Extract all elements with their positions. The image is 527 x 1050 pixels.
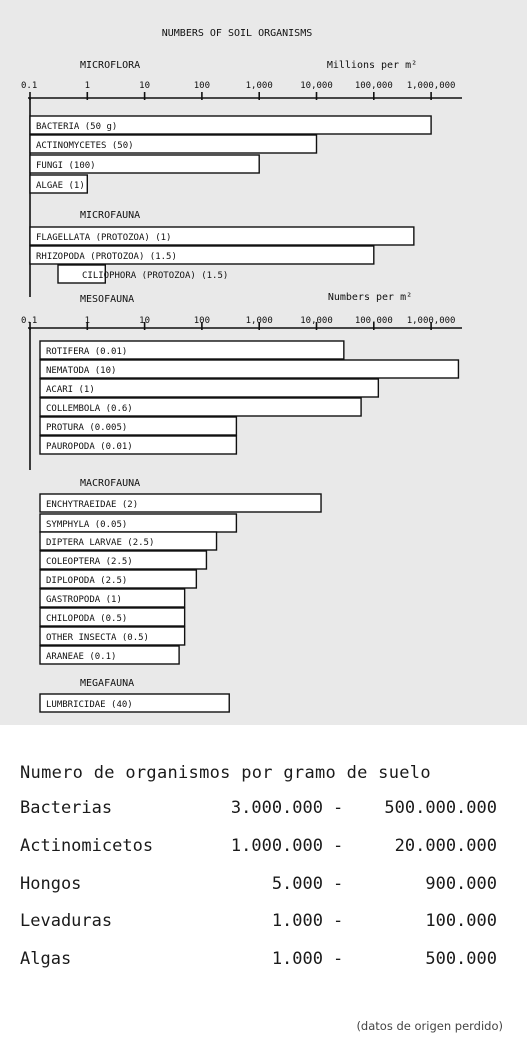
range-separator: - xyxy=(333,874,344,894)
group-heading: MEGAFAUNA xyxy=(80,678,135,689)
range-separator: - xyxy=(333,836,344,856)
bar-label: RHIZOPODA (PROTOZOA) (1.5) xyxy=(36,252,177,262)
bar-label: DIPTERA LARVAE (2.5) xyxy=(46,538,155,548)
organism-name: Levaduras xyxy=(20,911,113,931)
x-tick-label: 0.1 xyxy=(21,316,38,326)
group-heading: MICROFAUNA xyxy=(80,210,141,221)
bar-label: PROTURA (0.005) xyxy=(46,423,128,433)
range-separator: - xyxy=(333,949,344,969)
bar-label: ENCHYTRAEIDAE (2) xyxy=(46,500,139,510)
bar-label: SYMPHYLA (0.05) xyxy=(46,520,128,530)
x-tick-label: 1 xyxy=(84,81,91,91)
x-tick-label: 0.1 xyxy=(21,81,38,91)
table-row xyxy=(0,792,527,826)
group-heading: MICROFLORA xyxy=(80,60,141,71)
x-tick-label: 10 xyxy=(139,81,151,91)
min-count: 1.000 xyxy=(271,911,323,931)
bar-label: PAUROPODA (0.01) xyxy=(46,442,133,452)
range-separator: - xyxy=(333,911,344,931)
bar-label: COLEOPTERA (2.5) xyxy=(46,557,133,567)
bar-label: FUNGI (100) xyxy=(36,161,96,171)
bar-label: ACARI (1) xyxy=(46,385,95,395)
min-count: 5.000 xyxy=(271,874,323,894)
bar-label: COLLEMBOLA (0.6) xyxy=(46,404,133,414)
organism-name: Actinomicetos xyxy=(20,836,154,856)
bar-label: BACTERIA (50 g) xyxy=(36,122,118,132)
organism-name: Bacterias xyxy=(20,798,113,818)
source-caption: (datos de origen perdido) xyxy=(356,1019,503,1033)
bar-label: CHILOPODA (0.5) xyxy=(46,614,128,624)
x-tick-label: 10 xyxy=(139,316,151,326)
x-tick-label: 100 xyxy=(193,81,211,91)
max-count: 900.000 xyxy=(425,874,497,894)
x-tick-label: 1,000,000 xyxy=(406,81,456,91)
group-heading: MESOFAUNA xyxy=(80,294,135,305)
bar-label: ROTIFERA (0.01) xyxy=(46,347,128,357)
x-tick-label: 100,000 xyxy=(354,81,393,91)
x-tick-label: 1 xyxy=(84,316,91,326)
x-tick-label: 100,000 xyxy=(354,316,393,326)
min-count: 3.000.000 xyxy=(230,798,323,818)
axis-unit-label: Millions per m² xyxy=(326,60,418,71)
x-tick-label: 1,000,000 xyxy=(406,316,456,326)
max-count: 500.000 xyxy=(425,949,497,969)
x-tick-label: 10,000 xyxy=(300,81,333,91)
organism-name: Algas xyxy=(20,949,72,969)
range-separator: - xyxy=(333,798,344,818)
bar-label: OTHER INSECTA (0.5) xyxy=(46,633,149,643)
min-count: 1.000.000 xyxy=(230,836,323,856)
table-row xyxy=(0,868,527,902)
bar-label: DIPLOPODA (2.5) xyxy=(46,576,128,586)
x-tick-label: 100 xyxy=(193,316,211,326)
table-row xyxy=(0,830,527,864)
chart-title: NUMBERS OF SOIL ORGANISMS xyxy=(161,28,313,39)
x-tick-label: 1,000 xyxy=(245,81,273,91)
bar-label: GASTROPODA (1) xyxy=(46,595,122,605)
bar-label: ARANEAE (0.1) xyxy=(46,652,117,662)
group-heading: MACROFAUNA xyxy=(80,478,141,489)
max-count: 500.000.000 xyxy=(384,798,497,818)
bar-label: LUMBRICIDAE (40) xyxy=(46,700,133,710)
table-title: Numero de organismos por gramo de suelo xyxy=(20,763,431,783)
max-count: 20.000.000 xyxy=(394,836,497,856)
table-row xyxy=(0,943,527,977)
bar-label: ACTINOMYCETES (50) xyxy=(36,141,134,151)
bar-label: CILIOPHORA (PROTOZOA) (1.5) xyxy=(82,271,229,281)
organism-name: Hongos xyxy=(20,874,82,894)
bar-label: FLAGELLATA (PROTOZOA) (1) xyxy=(36,233,172,243)
table-row xyxy=(0,905,527,939)
axis-unit-label: Numbers per m² xyxy=(327,292,413,303)
max-count: 100.000 xyxy=(425,911,497,931)
bar-label: ALGAE (1) xyxy=(36,181,85,191)
bar-label: NEMATODA (10) xyxy=(46,366,117,376)
x-tick-label: 1,000 xyxy=(245,316,273,326)
min-count: 1.000 xyxy=(271,949,323,969)
x-tick-label: 10,000 xyxy=(300,316,333,326)
